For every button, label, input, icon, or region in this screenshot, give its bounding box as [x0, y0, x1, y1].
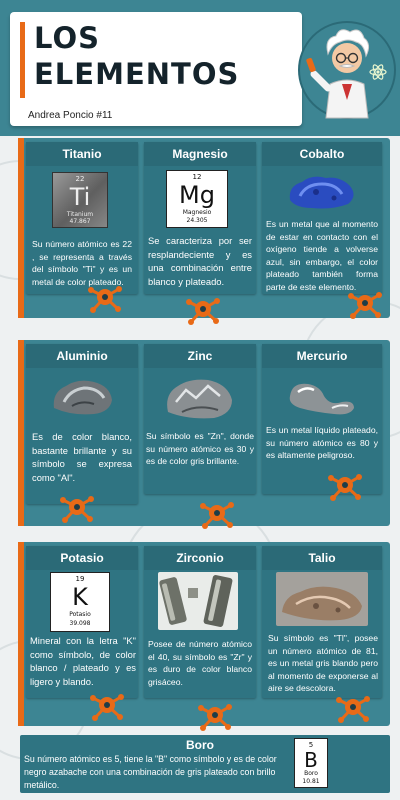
- atomic-mass: 39.098: [69, 620, 91, 627]
- section-accent-3: [18, 542, 24, 726]
- atomic-number: 22: [75, 175, 85, 183]
- card-cobalto: [262, 142, 382, 294]
- atom-icon: [336, 690, 370, 724]
- card-title: Mercurio: [262, 344, 382, 368]
- card-zinc: [144, 344, 256, 494]
- card-title: Boro: [186, 738, 214, 752]
- card-zirconio: [144, 546, 256, 698]
- aluminio-image: [48, 374, 118, 418]
- atomic-mass: 24.305: [186, 217, 208, 224]
- page-title: LOS ELEMENTOS: [34, 21, 240, 91]
- element-symbol: K: [72, 583, 88, 611]
- card-aluminio: [26, 344, 138, 504]
- atom-icon: [88, 280, 122, 314]
- element-label: Magnesio: [182, 209, 212, 216]
- card-talio: [262, 546, 382, 698]
- card-description: Se caracteriza por ser resplandeciente y es una combinación entre blanco y plateado.: [148, 235, 252, 287]
- card-description: Es un metal líquido plateado, su número atómico es 80 y es altamente peligroso.: [266, 425, 378, 460]
- element-label: Boro: [304, 770, 318, 777]
- section-accent-2: [18, 340, 24, 526]
- element-tile-boro: [294, 738, 328, 788]
- element-symbol: Ti: [69, 183, 91, 211]
- atomic-number: 12: [192, 173, 202, 181]
- card-title: Cobalto: [262, 142, 382, 166]
- card-description: Es un metal que al momento de estar en contacto con el oxígeno tiende a volverse azul, sin embargo, el color plateado también forma parte de este elemento.: [266, 219, 378, 292]
- card-description: Mineral con la letra "K" como símbolo, de color blanco / plateado y es ligero y blando.: [30, 635, 136, 687]
- card-title: Titanio: [26, 142, 138, 166]
- card-title: Zirconio: [144, 546, 256, 570]
- atom-icon: [328, 468, 362, 502]
- card-title: Zinc: [144, 344, 256, 368]
- card-description: Es de color blanco, bastante brillante y su símbolo se expresa como "Al".: [32, 431, 132, 483]
- element-symbol: B: [304, 748, 318, 772]
- card-description: Su símbolo es "Tl", posee un número atómico de 81, es un metal gris blando pero al momento de exponerse al aire se descolora.: [268, 633, 378, 693]
- atom-icon: [198, 698, 232, 732]
- card-magnesio: [144, 142, 256, 294]
- card-description: Su símbolo es "Zn", donde su número atómico es 30 y es de color gris brillante.: [146, 431, 254, 466]
- author-name: Andrea Poncio #11: [28, 110, 113, 121]
- zirconio-image: [158, 572, 238, 630]
- card-mercurio: [262, 344, 382, 494]
- element-symbol: Mg: [179, 181, 215, 209]
- card-title: Potasio: [26, 546, 138, 570]
- scientist-illustration: [298, 14, 396, 124]
- element-tile-magnesio: [166, 170, 228, 228]
- mercurio-image: [284, 372, 360, 418]
- element-tile-titanio: [52, 172, 108, 228]
- card-title: Magnesio: [144, 142, 256, 166]
- talio-image: [276, 572, 368, 626]
- card-description: Posee de número atómico el 40, su símbolo es "Zr" y es duro de color blanco grisáceo.: [148, 639, 252, 687]
- card-description: Su número atómico es 22 , se representa a través del símbolo "Ti" y es un metal de color plateado.: [32, 239, 132, 287]
- zinc-image: [162, 372, 238, 422]
- atomic-number: 5: [308, 741, 314, 749]
- card-titanio: [26, 142, 138, 294]
- card-title: Talio: [262, 546, 382, 570]
- card-potasio: [26, 546, 138, 698]
- atomic-mass: 10.81: [302, 778, 320, 785]
- section-accent-1: [18, 138, 24, 318]
- cobalto-image: [282, 170, 362, 212]
- atom-icon: [186, 292, 220, 326]
- element-label: Titanium: [66, 211, 94, 218]
- header-accent-bar: [20, 22, 25, 98]
- atom-icon: [90, 688, 124, 722]
- atom-icon: [348, 286, 382, 320]
- atom-icon: [200, 496, 234, 530]
- atomic-mass: 47.867: [69, 218, 91, 225]
- atom-icon: [60, 490, 94, 524]
- atomic-number: 19: [75, 575, 85, 583]
- card-title: Aluminio: [26, 344, 138, 368]
- card-description: Su número atómico es 5, tiene la "B" como símbolo y es de color negro azabache con una combinación de gris plateado con brillo metálico.: [24, 754, 277, 790]
- element-tile-potasio: [50, 572, 110, 632]
- element-label: Potasio: [69, 611, 91, 618]
